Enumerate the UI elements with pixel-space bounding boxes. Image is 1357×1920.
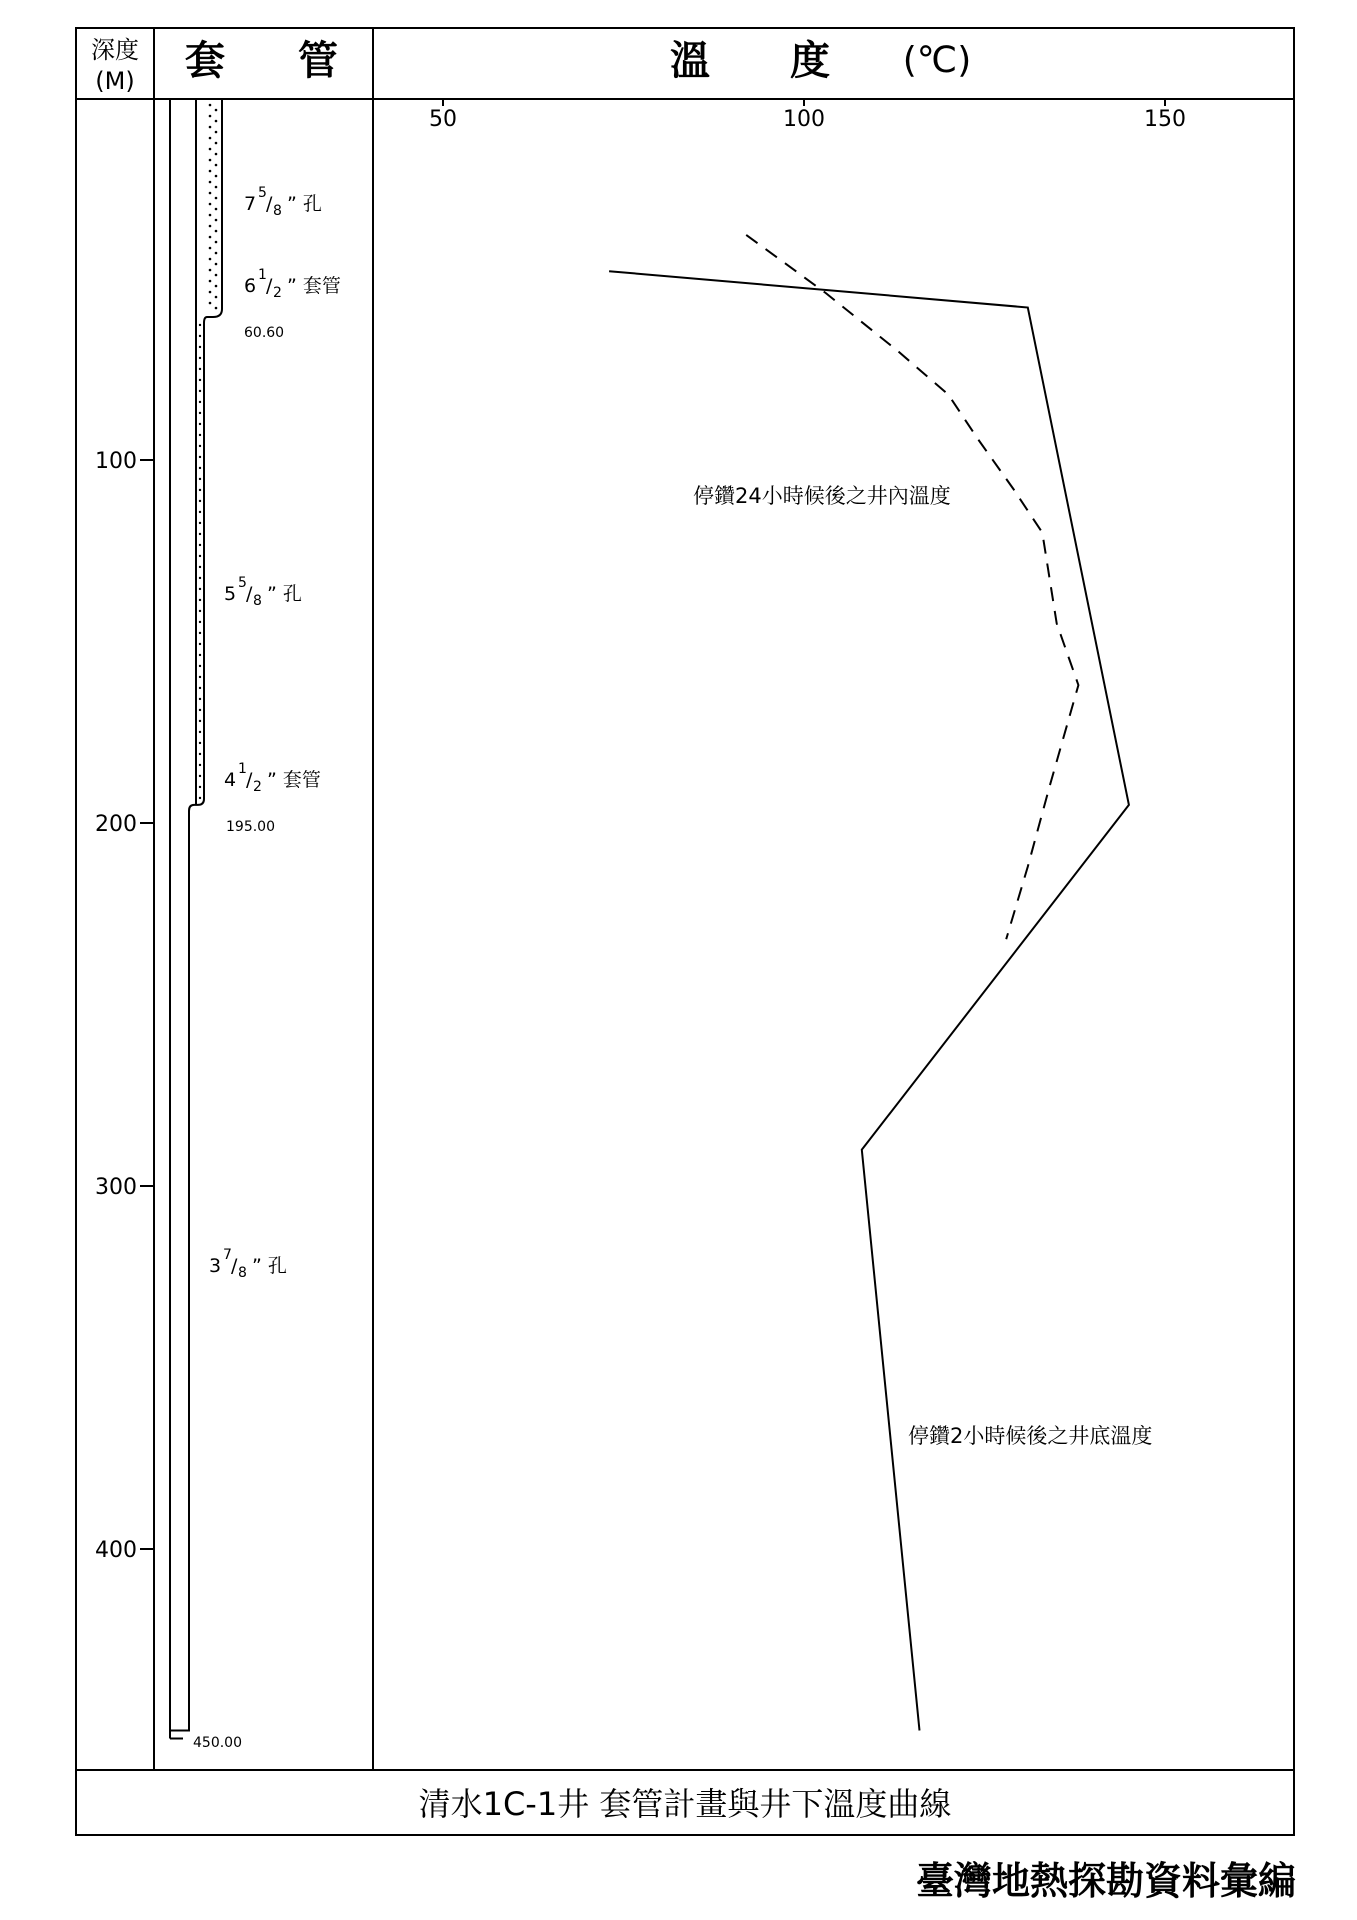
hole-size-7-5-8-label (244, 185, 322, 219)
hole-size-5-5-8-label (224, 575, 302, 609)
temperature-header-mid: 度 (790, 38, 830, 84)
casing1-num: 1 (258, 267, 267, 283)
y-tick-label-400: 400 (95, 1538, 137, 1563)
x-tick-label-150: 150 (1144, 107, 1186, 132)
temperature-header-left: 溫 (670, 38, 710, 84)
casing-size-4-1-2-label (224, 761, 321, 795)
casing2-shoe-depth: 195.00 (226, 819, 275, 835)
casing-diagram (170, 99, 222, 1739)
casing-header-right: 管 (298, 38, 338, 84)
series-label-2h: 停鑽2小時候後之井底溫度 (908, 1424, 1153, 1448)
casing1-shoe-depth: 60.60 (244, 325, 285, 341)
casing2-suffix: ” 套管 (267, 769, 321, 791)
hole3-whole: 3 (209, 1255, 222, 1277)
depth-header-line2: (M) (95, 67, 135, 95)
series-layer (609, 235, 1129, 1731)
hole2-suffix: ” 孔 (267, 583, 302, 605)
hole3-den: 8 (238, 1265, 247, 1281)
hole2-slash: / (246, 583, 253, 605)
hole1-num: 5 (258, 185, 267, 201)
series-line-24h (746, 235, 1078, 939)
hole3-num: 7 (223, 1247, 232, 1263)
x-tick-label-50: 50 (429, 107, 457, 132)
casing1-slash: / (266, 275, 273, 297)
chart-frame (76, 28, 1294, 1835)
hole2-den: 8 (253, 593, 262, 609)
casing2-num: 1 (238, 761, 247, 777)
casing2-den: 2 (253, 779, 262, 795)
hole1-slash: / (266, 193, 273, 215)
hole1-den: 8 (273, 203, 282, 219)
casing-header-left: 套 (185, 38, 225, 84)
chart-caption: 清水1C-1井 套管計畫與井下溫度曲線 (418, 1785, 952, 1823)
casing2-whole: 4 (224, 769, 237, 791)
hole1-suffix: ” 孔 (287, 193, 322, 215)
publication-footer: 臺灣地熱探勘資料彙編 (915, 1859, 1296, 1903)
hole2-num: 5 (238, 575, 247, 591)
casing1-suffix: ” 套管 (287, 275, 341, 297)
hole1-whole: 7 (244, 193, 257, 215)
casing1-whole: 6 (244, 275, 257, 297)
series-label-24h: 停鑽24小時候後之井內溫度 (693, 484, 951, 508)
hole2-whole: 5 (224, 583, 237, 605)
casing-annotations (193, 185, 341, 1751)
casing1-den: 2 (273, 285, 282, 301)
hole3-slash: / (231, 1255, 238, 1277)
y-tick-label-300: 300 (95, 1175, 137, 1200)
depth-header-line1: 深度 (91, 36, 139, 64)
hole-size-3-7-8-label (209, 1247, 287, 1281)
casing-size-6-1-2-label (244, 267, 341, 301)
header (91, 36, 971, 95)
hole3-suffix: ” 孔 (252, 1255, 287, 1277)
y-tick-label-200: 200 (95, 812, 137, 837)
total-depth-label: 450.00 (193, 1735, 242, 1751)
cement-fill (199, 104, 218, 799)
x-tick-label-100: 100 (783, 107, 825, 132)
y-axis-ticks (95, 449, 154, 1563)
temperature-header-unit: (℃) (902, 40, 972, 81)
outer-border (76, 28, 1294, 1835)
y-tick-label-100: 100 (95, 449, 137, 474)
casing2-slash: / (246, 769, 253, 791)
x-axis-ticks (429, 99, 1186, 132)
